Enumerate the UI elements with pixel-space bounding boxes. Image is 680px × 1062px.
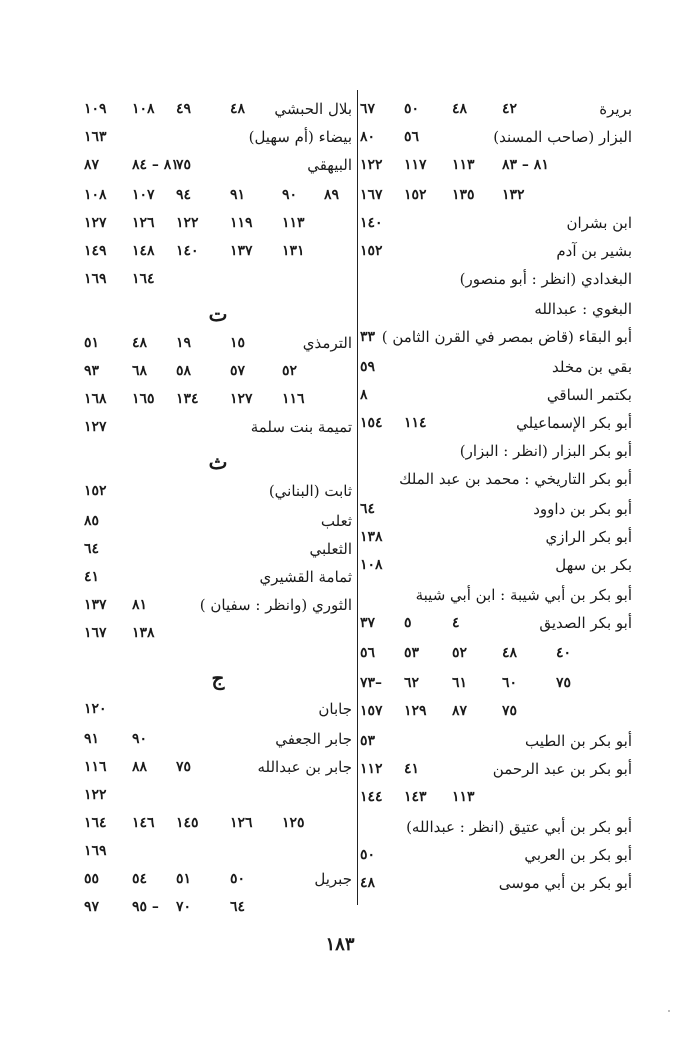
- page-references: [360, 270, 632, 290]
- page-references: [360, 586, 632, 606]
- right-entry-row: [360, 152, 632, 180]
- left-entry-row: [84, 414, 352, 442]
- page-references: [360, 788, 632, 808]
- right-entry-row: [360, 96, 632, 124]
- right-entry-row: [360, 466, 632, 494]
- entry-name: أبو بكر الرازي: [545, 528, 632, 546]
- page-ref-number: ١٦٩: [84, 843, 107, 859]
- page-references: [84, 362, 352, 382]
- right-entry-row: [360, 784, 632, 812]
- left-entry-row: [84, 866, 352, 894]
- page-ref-number: ٨١: [132, 597, 148, 613]
- left-entry-row: [84, 478, 352, 506]
- page-ref-number: ٤٨: [132, 335, 148, 351]
- page-ref-number: ٥٠: [360, 847, 376, 863]
- page-ref-number: ٩٠: [132, 731, 148, 747]
- page-references: [360, 214, 632, 234]
- page-ref-number: ١٤٩: [84, 243, 107, 259]
- entry-name: أبو بكر الإسماعيلي: [516, 414, 632, 432]
- page-references: [360, 874, 632, 894]
- page-ref-number: ١٥: [230, 335, 246, 351]
- right-entry-row: [360, 870, 632, 898]
- page-ref-number: ١٣١: [282, 243, 305, 259]
- page-ref-number: ١١٦: [84, 759, 107, 775]
- page-ref-number: ٥: [404, 615, 412, 631]
- page-references: [84, 568, 352, 588]
- page-ref-number: ٦١: [452, 675, 468, 691]
- page-ref-number: ٥٨: [176, 363, 192, 379]
- page-ref-number: ٤٨: [452, 101, 468, 117]
- left-entry-row: [84, 182, 352, 210]
- page-ref-number: ١١٣: [452, 157, 475, 173]
- page-references: [360, 846, 632, 866]
- page-ref-number: ٦٨: [132, 363, 148, 379]
- right-entry-row: [360, 182, 632, 210]
- page-references: [360, 556, 632, 576]
- page-ref-number: ٦٧: [360, 101, 376, 117]
- page-ref-number: ٥٣: [404, 645, 420, 661]
- entry-name: الثعلبي: [309, 540, 352, 558]
- entry-name: أبو بكر بن داوود: [533, 500, 632, 518]
- left-entry-row: [84, 620, 352, 648]
- page-ref-number: ١٢٧: [230, 391, 253, 407]
- page-ref-number: ١٢٧: [84, 419, 107, 435]
- page-references: [84, 870, 352, 890]
- page-ref-number: ٨٧: [452, 703, 468, 719]
- page-references: [360, 300, 632, 320]
- page-ref-number: ١٠٩: [84, 101, 107, 117]
- page-references: [360, 242, 632, 262]
- page-ref-number: ٥٦: [360, 645, 376, 661]
- entry-name: ثابت (البناني): [268, 482, 352, 500]
- page-ref-number: ١٦٩: [84, 271, 107, 287]
- page-ref-number: ٨٩: [324, 187, 340, 203]
- page-ref-number: ١٤٠: [176, 243, 199, 259]
- column-divider: [357, 90, 358, 905]
- page-ref-number: ٤٨: [360, 875, 376, 891]
- page-references: [360, 528, 632, 548]
- page-ref-number: ٩٤: [176, 187, 192, 203]
- page-references: [360, 358, 632, 378]
- left-entry-row: [84, 330, 352, 358]
- page-ref-number: ٩١: [84, 731, 100, 747]
- page-ref-number: ٧٥: [502, 703, 518, 719]
- section-letter: ث: [208, 450, 228, 474]
- page-references: [84, 624, 352, 644]
- right-entry-row: [360, 640, 632, 668]
- page-references: [84, 730, 352, 750]
- page-references: [360, 818, 632, 838]
- entry-name: بيضاء (أم سهيل): [248, 128, 352, 146]
- page-references: [360, 328, 632, 348]
- page-ref-number: ١٤٤: [360, 789, 383, 805]
- page-ref-number: ١٥٢: [84, 483, 107, 499]
- right-entry-row: [360, 670, 632, 698]
- page-ref-number: ٦٢: [404, 675, 420, 691]
- page-references: [360, 156, 632, 176]
- entry-name: ثعلب: [320, 512, 352, 530]
- page-ref-number: ١٥٧: [360, 703, 383, 719]
- page-ref-number: ١٢٦: [132, 215, 155, 231]
- page-ref-number: ٥٢: [282, 363, 298, 379]
- page-ref-number: ٩٧: [84, 899, 100, 915]
- entry-name: أبو بكر بن أبي شيبة : ابن أبي شيبة: [415, 586, 632, 604]
- page-ref-number: ١٣٥: [452, 187, 475, 203]
- page-ref-number: ١١٧: [404, 157, 427, 173]
- right-entry-row: [360, 210, 632, 238]
- page-ref-number: ١٦٧: [360, 187, 383, 203]
- left-entry-row: [84, 386, 352, 414]
- page-ref-number: ١٢٢: [176, 215, 199, 231]
- page-ref-number: ١٤٨: [132, 243, 155, 259]
- page-references: [84, 814, 352, 834]
- page-ref-number: ١٤٥: [176, 815, 199, 831]
- left-entry-row: [84, 726, 352, 754]
- entry-name: أبو بكر بن الطيب: [524, 732, 632, 750]
- page-ref-number: ٥٠: [230, 871, 246, 887]
- page-ref-number: ٤٠: [556, 645, 572, 661]
- page-ref-number: ١٢٢: [360, 157, 383, 173]
- page-ref-number: ٦٤: [84, 541, 100, 557]
- page-ref-number: ١٦٧: [84, 625, 107, 641]
- right-entry-row: [360, 610, 632, 638]
- right-entry-row: [360, 410, 632, 438]
- entry-name: بشير بن آدم: [556, 242, 632, 260]
- page-ref-number: ١٦٥: [132, 391, 155, 407]
- page-references: [360, 470, 632, 490]
- entry-name: البزار (صاحب المسند): [493, 128, 632, 146]
- page-ref-number: ٧٥: [176, 157, 192, 173]
- entry-name: جابر الجعفي: [275, 730, 352, 748]
- page-ref-number: ٥٧: [230, 363, 246, 379]
- page-references: [84, 758, 352, 778]
- page-ref-number: ٧٥: [176, 759, 192, 775]
- page-references: [84, 596, 352, 616]
- section-letter: ج: [211, 666, 225, 690]
- page-references: [84, 214, 352, 234]
- right-entry-row: [360, 266, 632, 294]
- page-references: [360, 644, 632, 664]
- page-ref-number: ١٦٤: [132, 271, 155, 287]
- page-references: [360, 500, 632, 520]
- entry-name: أبو بكر الصديق: [539, 614, 632, 632]
- page-ref-number: ١٠٨: [360, 557, 383, 573]
- page-ref-number: ٩٣: [84, 363, 100, 379]
- page-references: [84, 418, 352, 438]
- page-ref-number: ٤٩: [176, 101, 192, 117]
- page-ref-number: ٣٧: [360, 615, 376, 631]
- left-entry-row: [84, 238, 352, 266]
- entry-name: البغوي : عبدالله: [534, 300, 632, 318]
- page-references: [84, 242, 352, 262]
- page-references: [84, 186, 352, 206]
- page-ref-number: ٤١: [84, 569, 100, 585]
- page-references: [84, 482, 352, 502]
- entry-name: بكر بن سهل: [555, 556, 632, 574]
- page-ref-number: ٥٠: [404, 101, 420, 117]
- page-ref-number: ١٥٢: [404, 187, 427, 203]
- page-ref-number: ٨١ – ٨٤: [132, 157, 179, 173]
- page-ref-number: ٨: [360, 387, 368, 403]
- left-entry-row: [84, 782, 352, 810]
- page-ref-number: ٥٣: [360, 733, 376, 749]
- left-entry-row: [84, 564, 352, 592]
- entry-name: جبريل: [314, 870, 352, 888]
- left-entry-row: [84, 358, 352, 386]
- entry-name: بلال الحبشي: [274, 100, 352, 118]
- left-entry-row: [84, 152, 352, 180]
- page-ref-number: ١٩: [176, 335, 192, 351]
- page-ref-number: ٩١: [230, 187, 246, 203]
- page-references: [360, 128, 632, 148]
- page-ref-number: ٥٤: [132, 871, 148, 887]
- page-references: [360, 732, 632, 752]
- page-references: [360, 186, 632, 206]
- page-ref-number: ١٤٣: [404, 789, 427, 805]
- page-ref-number: ٦٤: [360, 501, 376, 517]
- entry-name: ثمامة القشيري: [259, 568, 352, 586]
- page-references: [360, 702, 632, 722]
- page-ref-number: ١٢٠: [84, 701, 107, 717]
- page-references: [84, 334, 352, 354]
- right-entry-row: [360, 842, 632, 870]
- scan-mark: [668, 1010, 670, 1012]
- entry-name: جابر بن عبدالله: [257, 758, 352, 776]
- entry-name: بقي بن مخلد: [552, 358, 632, 376]
- page-ref-number: ٥٦: [404, 129, 420, 145]
- entry-name: أبو بكر بن أبي موسى: [498, 874, 632, 892]
- page-ref-number: ٧٣–: [360, 675, 383, 691]
- page-references: [84, 786, 352, 806]
- page-references: [360, 442, 632, 462]
- page-references: [84, 898, 352, 918]
- page-ref-number: ٦٤: [230, 899, 246, 915]
- page-ref-number: ٤٨: [502, 645, 518, 661]
- entry-name: البيهقي: [307, 156, 352, 174]
- page-ref-number: ١٠٨: [84, 187, 107, 203]
- entry-name: جابان: [318, 700, 352, 718]
- page-ref-number: ٩٥ –: [132, 899, 159, 915]
- page-ref-number: ٨١ – ٨٣: [502, 157, 549, 173]
- left-entry-row: [84, 124, 352, 152]
- entry-name: ابن بشران: [566, 214, 632, 232]
- right-entry-row: [360, 382, 632, 410]
- page-ref-number: ١٣٨: [360, 529, 383, 545]
- left-entry-row: [84, 696, 352, 724]
- entry-name: أبو بكر التاريخي : محمد بن عبد الملك: [399, 470, 632, 488]
- page-ref-number: ١٣٧: [84, 597, 107, 613]
- right-entry-row: [360, 524, 632, 552]
- page-ref-number: ١٣٧: [230, 243, 253, 259]
- page-ref-number: ١١٣: [282, 215, 305, 231]
- page-references: [360, 614, 632, 634]
- left-entry-row: [84, 592, 352, 620]
- page-ref-number: ١٠٨: [132, 101, 155, 117]
- right-entry-row: [360, 496, 632, 524]
- left-entry-row: [84, 838, 352, 866]
- entry-name: أبو بكر بن العربي: [524, 846, 632, 864]
- page-ref-number: ٥٥: [84, 871, 100, 887]
- page-ref-number: ٨٥: [84, 513, 100, 529]
- page-ref-number: ١٢٧: [84, 215, 107, 231]
- right-entry-row: [360, 552, 632, 580]
- page-ref-number: ٤: [452, 615, 460, 631]
- page-ref-number: ٩٠: [282, 187, 298, 203]
- entry-name: أبو البقاء (قاض بمصر في القرن الثامن ): [381, 328, 632, 346]
- left-entry-row: [84, 266, 352, 294]
- entry-name: أبو بكر بن عبد الرحمن: [492, 760, 632, 778]
- right-entry-row: [360, 438, 632, 466]
- page-ref-number: ١١٤: [404, 415, 427, 431]
- page-ref-number: ١٣٨: [132, 625, 155, 641]
- right-entry-row: [360, 582, 632, 610]
- page-ref-number: ٥٢: [452, 645, 468, 661]
- right-entry-row: [360, 354, 632, 382]
- page-ref-number: ١٥٢: [360, 243, 383, 259]
- page-ref-number: ١٢٦: [230, 815, 253, 831]
- page-references: [360, 414, 632, 434]
- page-references: [360, 100, 632, 120]
- entry-name: تميمة بنت سلمة: [250, 418, 352, 436]
- left-entry-row: [84, 96, 352, 124]
- page-ref-number: ١٢٢: [84, 787, 107, 803]
- right-entry-row: [360, 238, 632, 266]
- section-letter: ت: [208, 302, 228, 326]
- page-number: ١٨٣: [325, 934, 355, 955]
- entry-name: بريرة: [599, 100, 632, 118]
- page-ref-number: ١١٦: [282, 391, 305, 407]
- page-ref-number: ٧٥: [556, 675, 572, 691]
- page-references: [84, 390, 352, 410]
- page-ref-number: ١٣٤: [176, 391, 199, 407]
- page-ref-number: ٤١: [404, 761, 420, 777]
- page-ref-number: ١٦٣: [84, 129, 107, 145]
- page-ref-number: ١٣٢: [502, 187, 525, 203]
- page-references: [84, 156, 352, 176]
- left-entry-row: [84, 508, 352, 536]
- left-entry-row: [84, 894, 352, 922]
- page-ref-number: ٨٧: [84, 157, 100, 173]
- page-references: [360, 760, 632, 780]
- page-ref-number: ٤٨: [230, 101, 246, 117]
- left-entry-row: [84, 210, 352, 238]
- page-references: [84, 512, 352, 532]
- left-entry-row: [84, 536, 352, 564]
- page-ref-number: ٤٢: [502, 101, 518, 117]
- page-ref-number: ٨٨: [132, 759, 148, 775]
- page-references: [84, 270, 352, 290]
- page-references: [84, 540, 352, 560]
- page-ref-number: ٥١: [84, 335, 100, 351]
- entry-name: أبو بكر البزار (انظر : البزار): [459, 442, 632, 460]
- page-ref-number: ٥٩: [360, 359, 376, 375]
- page-ref-number: ٣٣: [360, 329, 376, 345]
- page-ref-number: ١٢٥: [282, 815, 305, 831]
- page-ref-number: ٦٠: [502, 675, 518, 691]
- entry-name: البغدادي (انظر : أبو منصور): [459, 270, 632, 288]
- page-ref-number: ١٠٧: [132, 187, 155, 203]
- entry-name: أبو بكر بن أبي عتيق (انظر : عبدالله): [406, 818, 632, 836]
- right-entry-row: [360, 296, 632, 324]
- right-entry-row: [360, 728, 632, 756]
- page-ref-number: ٥١: [176, 871, 192, 887]
- page-ref-number: ١٤٠: [360, 215, 383, 231]
- right-entry-row: [360, 698, 632, 726]
- page-references: [360, 674, 632, 694]
- page-ref-number: ١٤٦: [132, 815, 155, 831]
- right-entry-row: [360, 124, 632, 152]
- page-references: [84, 100, 352, 120]
- page-ref-number: ١٦٨: [84, 391, 107, 407]
- page-ref-number: ٨٠: [360, 129, 376, 145]
- page-references: [360, 386, 632, 406]
- page-references: [84, 128, 352, 148]
- left-entry-row: [84, 754, 352, 782]
- left-entry-row: [84, 810, 352, 838]
- page-ref-number: ١٦٤: [84, 815, 107, 831]
- entry-name: بكتمر الساقي: [546, 386, 632, 404]
- page-ref-number: ٧٠: [176, 899, 192, 915]
- page-references: [84, 842, 352, 862]
- right-entry-row: [360, 324, 632, 352]
- right-entry-row: [360, 756, 632, 784]
- page-ref-number: ١١٩: [230, 215, 253, 231]
- page-ref-number: ١٢٩: [404, 703, 427, 719]
- page-ref-number: ١١٣: [452, 789, 475, 805]
- page-ref-number: ١١٢: [360, 761, 383, 777]
- page-references: [84, 700, 352, 720]
- entry-name: الترمذي: [302, 334, 352, 352]
- entry-name: الثوري (وانظر : سفيان ): [199, 596, 352, 614]
- right-entry-row: [360, 814, 632, 842]
- page-ref-number: ١٥٤: [360, 415, 383, 431]
